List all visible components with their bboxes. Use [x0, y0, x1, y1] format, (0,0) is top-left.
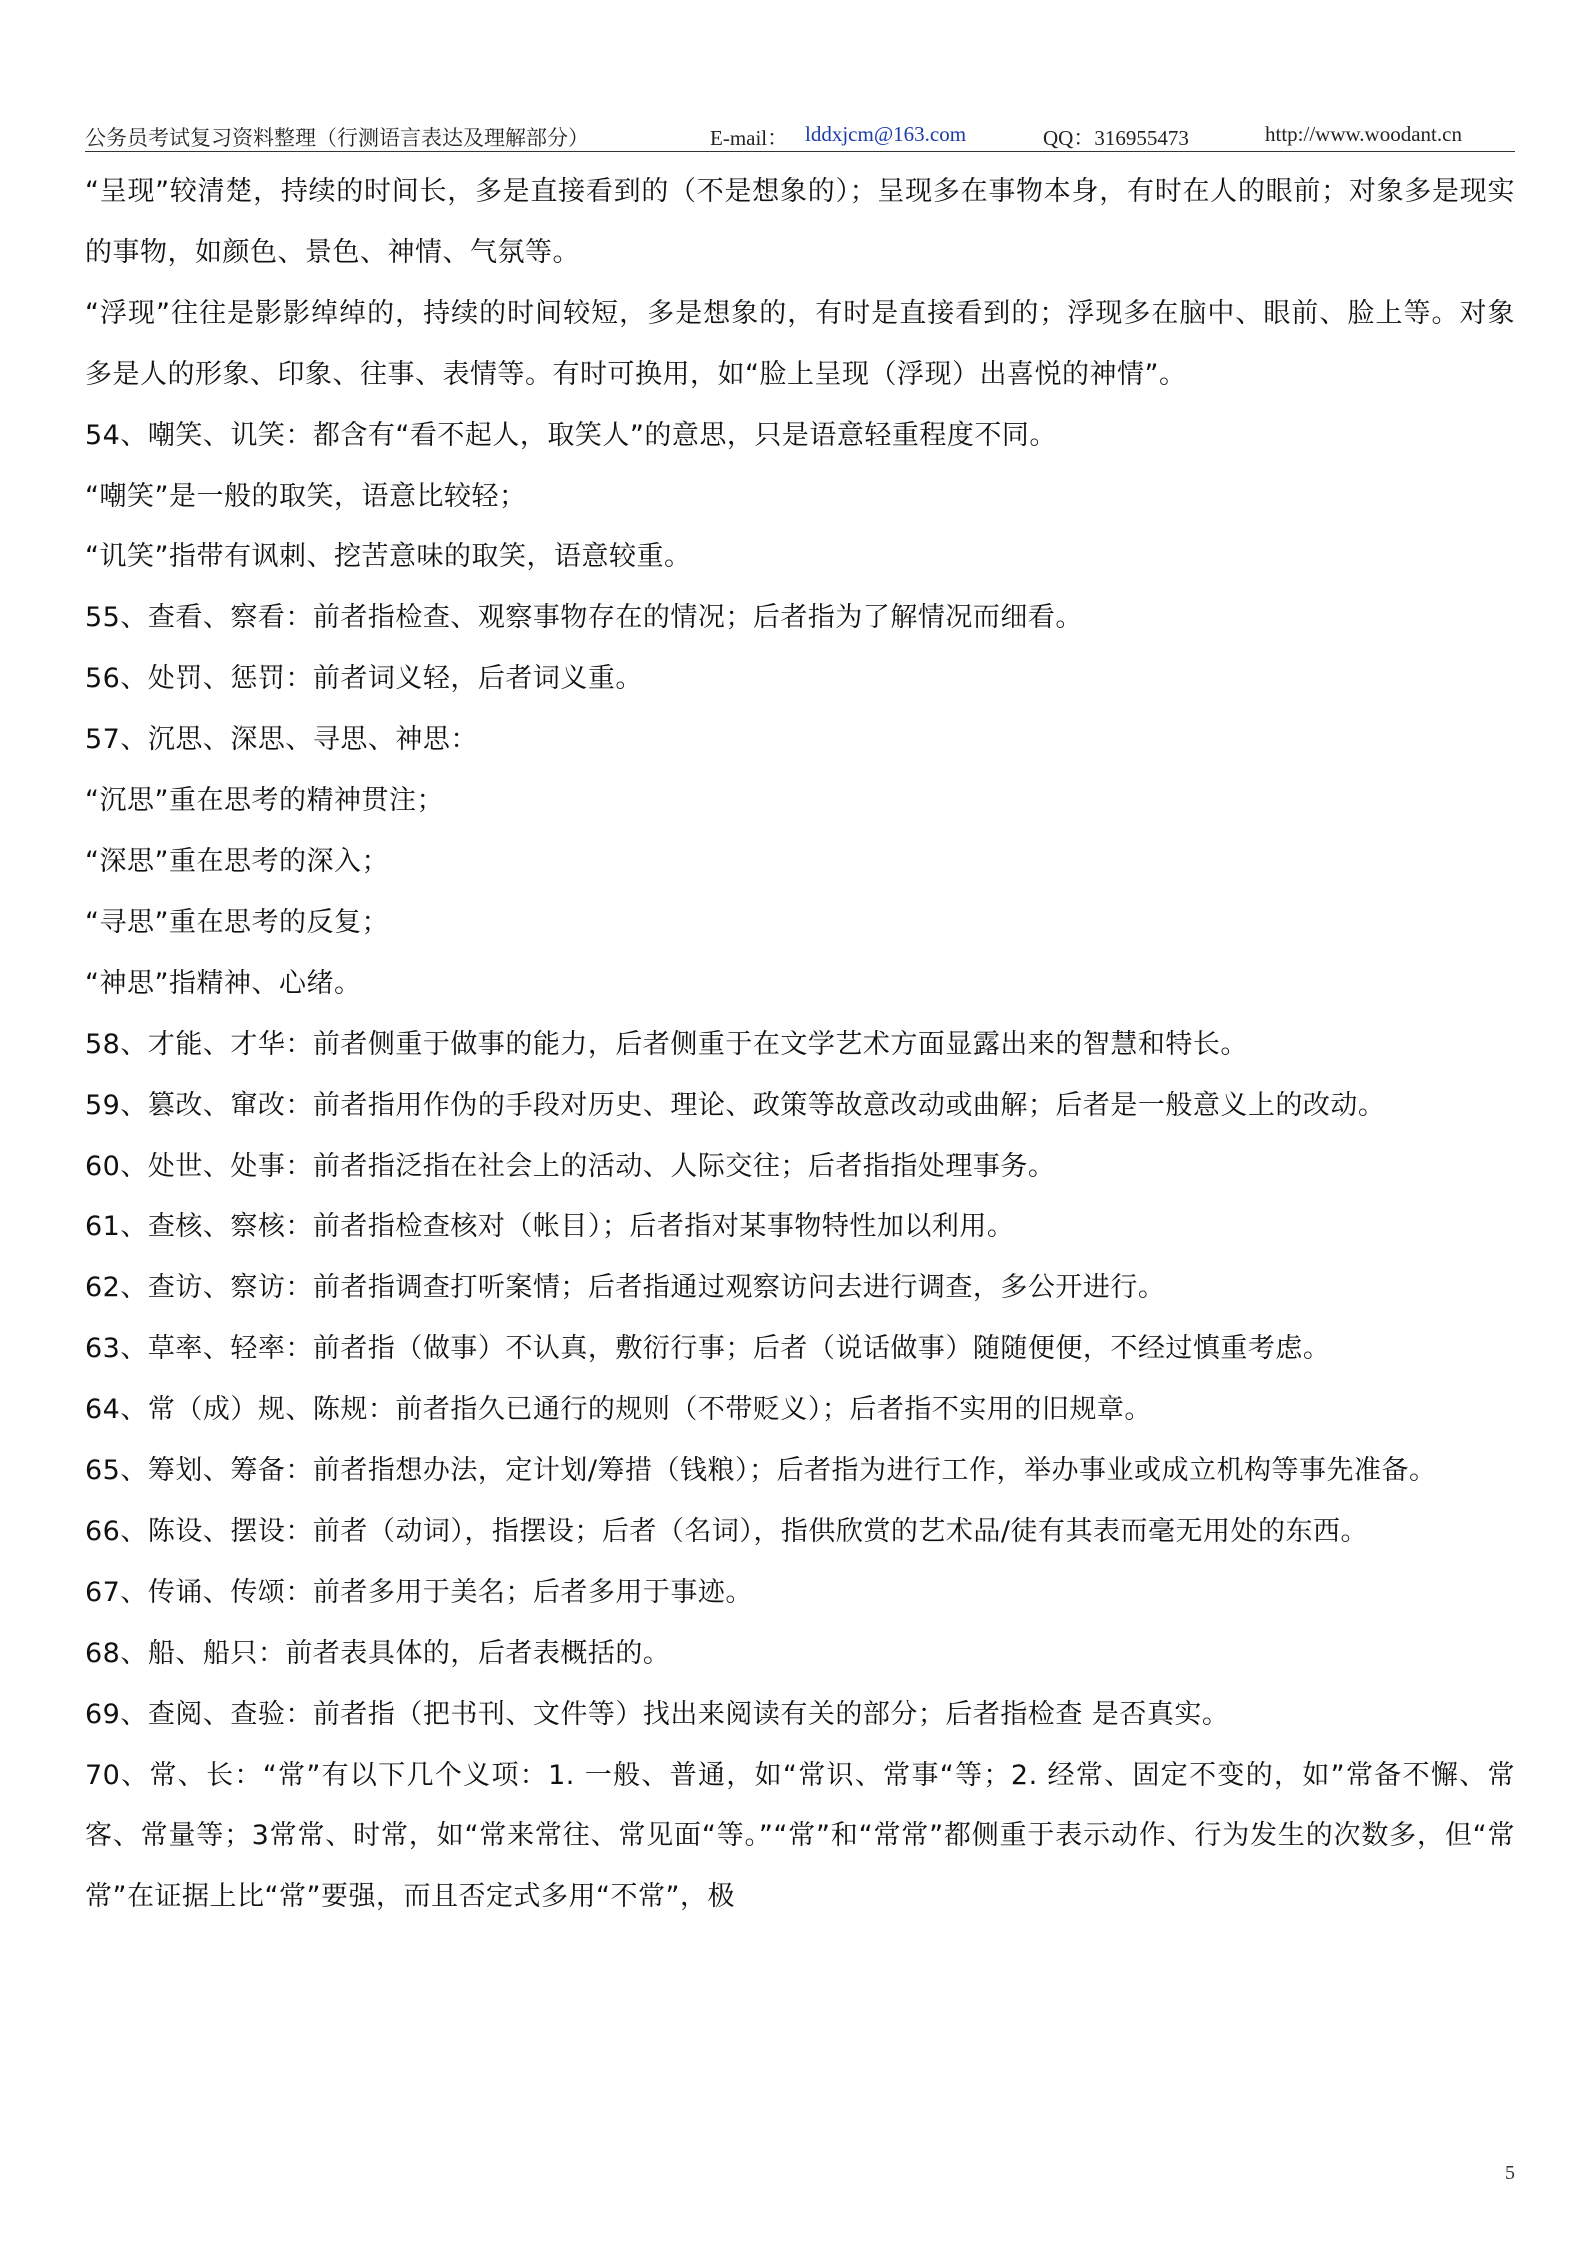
- paragraph: 65、筹划、筹备：前者指想办法，定计划/筹措（钱粮）；后者指为进行工作，举办事业或成立机构等事先准备。: [85, 1455, 1437, 1487]
- page-header: [85, 118, 1515, 154]
- paragraph: “嘲笑”是一般的取笑，语意比较轻；: [85, 480, 527, 512]
- paragraph: 56、处罚、惩罚：前者词义轻，后者词义重。: [85, 663, 643, 695]
- paragraph: 63、草率、轻率：前者指（做事）不认真，敷衍行事；后者（说话做事）随随便便，不经过慎重考虑。: [85, 1333, 1331, 1365]
- paragraph: 61、查核、察核：前者指检查核对（帐目）；后者指对某事物特性加以利用。: [85, 1211, 1015, 1243]
- paragraph: “寻思”重在思考的反复；: [85, 906, 389, 938]
- paragraph: 55、查看、察看：前者指检查、观察事物存在的情况；后者指为了解情况而细看。: [85, 602, 1083, 634]
- paragraph: “深思”重在思考的深入；: [85, 845, 389, 877]
- paragraph: 68、船、船只：前者表具体的，后者表概括的。: [85, 1637, 671, 1669]
- paragraph: 62、查访、察访：前者指调查打听案情；后者指通过观察访问去进行调查，多公开进行。: [85, 1272, 1166, 1304]
- header-title: 公务员考试复习资料整理（行测语言表达及理解部分）: [85, 126, 589, 150]
- header-email-link[interactable]: lddxjcm@163.com: [805, 122, 967, 146]
- paragraph: 64、常（成）规、陈规：前者指久已通行的规则（不带贬义）；后者指不实用的旧规章。: [85, 1394, 1152, 1426]
- paragraph: 54、嘲笑、讥笑：都含有“看不起人，取笑人”的意思，只是语意轻重程度不同。: [85, 419, 1057, 451]
- paragraph: 66、陈设、摆设：前者（动词），指摆设；后者（名词），指供欣赏的艺术品/徒有其表而毫无用处的东西。: [85, 1515, 1368, 1547]
- paragraph: 57、沉思、深思、寻思、神思：: [85, 724, 478, 756]
- page-number: 5: [1505, 2162, 1515, 2184]
- header-email-label: E-mail：: [710, 126, 789, 150]
- header-qq: QQ：316955473: [1043, 126, 1189, 150]
- body-text: [85, 162, 1515, 1928]
- paragraph: “神思”指精神、心绪。: [85, 967, 362, 999]
- paragraph: 67、传诵、传颂：前者多用于美名；后者多用于事迹。: [85, 1576, 753, 1608]
- paragraph: 70、常、长：“常”有以下几个义项：1. 一般、普通，如“常识、常事“等；2. 经常、固定不变的，如”常备不懈、常客、常量等；3常常、时常，如“常来常往、常见面“等。”“常”和“常常”都侧重于表示动作、行为发生的次数多，但“常常”在证据上比“常”要强，而且否定式多用“不常”，极: [85, 1759, 1515, 1913]
- header-url[interactable]: http://www.woodant.cn: [1265, 122, 1462, 146]
- paragraph: “呈现”较清楚，持续的时间长，多是直接看到的（不是想象的）；呈现多在事物本身，有时在人的眼前；对象多是现实的事物，如颜色、景色、神情、气氛等。: [85, 176, 1515, 268]
- paragraph: 58、才能、才华：前者侧重于做事的能力，后者侧重于在文学艺术方面显露出来的智慧和特长。: [85, 1028, 1248, 1060]
- header-divider: [85, 151, 1515, 152]
- paragraph: “沉思”重在思考的精神贯注；: [85, 785, 444, 817]
- paragraph: 59、篡改、窜改：前者指用作伪的手段对历史、理论、政策等故意改动或曲解；后者是一般意义上的改动。: [85, 1089, 1386, 1121]
- paragraph: 60、处世、处事：前者指泛指在社会上的活动、人际交往；后者指指处理事务。: [85, 1150, 1056, 1182]
- paragraph: “浮现”往往是影影绰绰的，持续的时间较短，多是想象的，有时是直接看到的；浮现多在脑中、眼前、脸上等。对象多是人的形象、印象、往事、表情等。有时可换用，如“脸上呈现（浮现）出喜悦的神情”。: [85, 297, 1515, 390]
- paragraph: 69、查阅、查验：前者指（把书刊、文件等）找出来阅读有关的部分；后者指检查 是否真实。: [85, 1698, 1230, 1730]
- paragraph: “讥笑”指带有讽刺、挖苦意味的取笑，语意较重。: [85, 541, 692, 573]
